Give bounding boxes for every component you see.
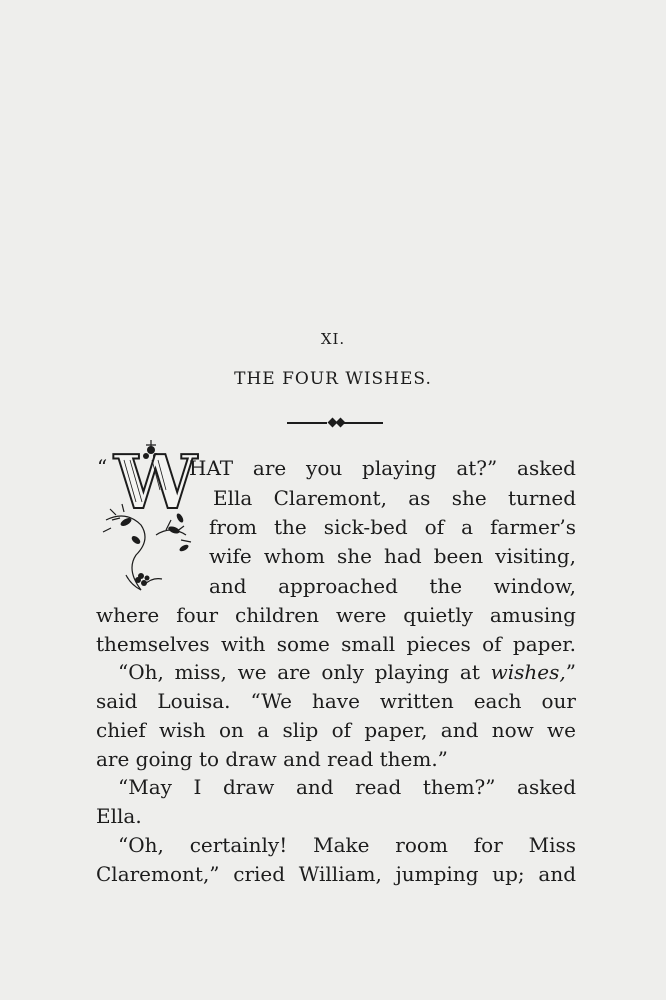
text-line-5: and approached the window,: [209, 574, 576, 598]
opening-quote: “: [97, 455, 108, 479]
text-line-9: said Louisa. “We have written each our: [96, 689, 576, 713]
text-line-6: where four children were quietly amusing: [96, 603, 576, 627]
text-line-15: Claremont,” cried William, jumping up; and: [96, 862, 576, 886]
text-line-4: wife whom she had been visiting,: [209, 544, 576, 568]
text-line-2: Ella Claremont, as she turned: [213, 486, 576, 510]
text-line-11: are going to draw and read them.”: [96, 747, 448, 771]
dropcap-letter: W: [114, 440, 198, 526]
text-line-1: HAT are you playing at?” asked: [189, 456, 576, 480]
chapter-number: XI.: [320, 330, 346, 348]
text-line-10: chief wish on a slip of paper, and now we: [96, 718, 576, 742]
text-line-8: “Oh, miss, we are only playing at wishes,”: [118, 660, 576, 684]
text-line-3: from the sick-bed of a farmer’s: [209, 515, 576, 539]
text-line-13: Ella.: [96, 804, 142, 828]
chapter-title: THE FOUR WISHES.: [234, 369, 432, 389]
text-line-14: “Oh, certainly! Make room for Miss: [118, 833, 576, 857]
text-line-7: themselves with some small pieces of paper.: [96, 632, 576, 656]
text-line-12: “May I draw and read them?” asked: [118, 775, 576, 799]
title-ornament: [287, 418, 383, 428]
